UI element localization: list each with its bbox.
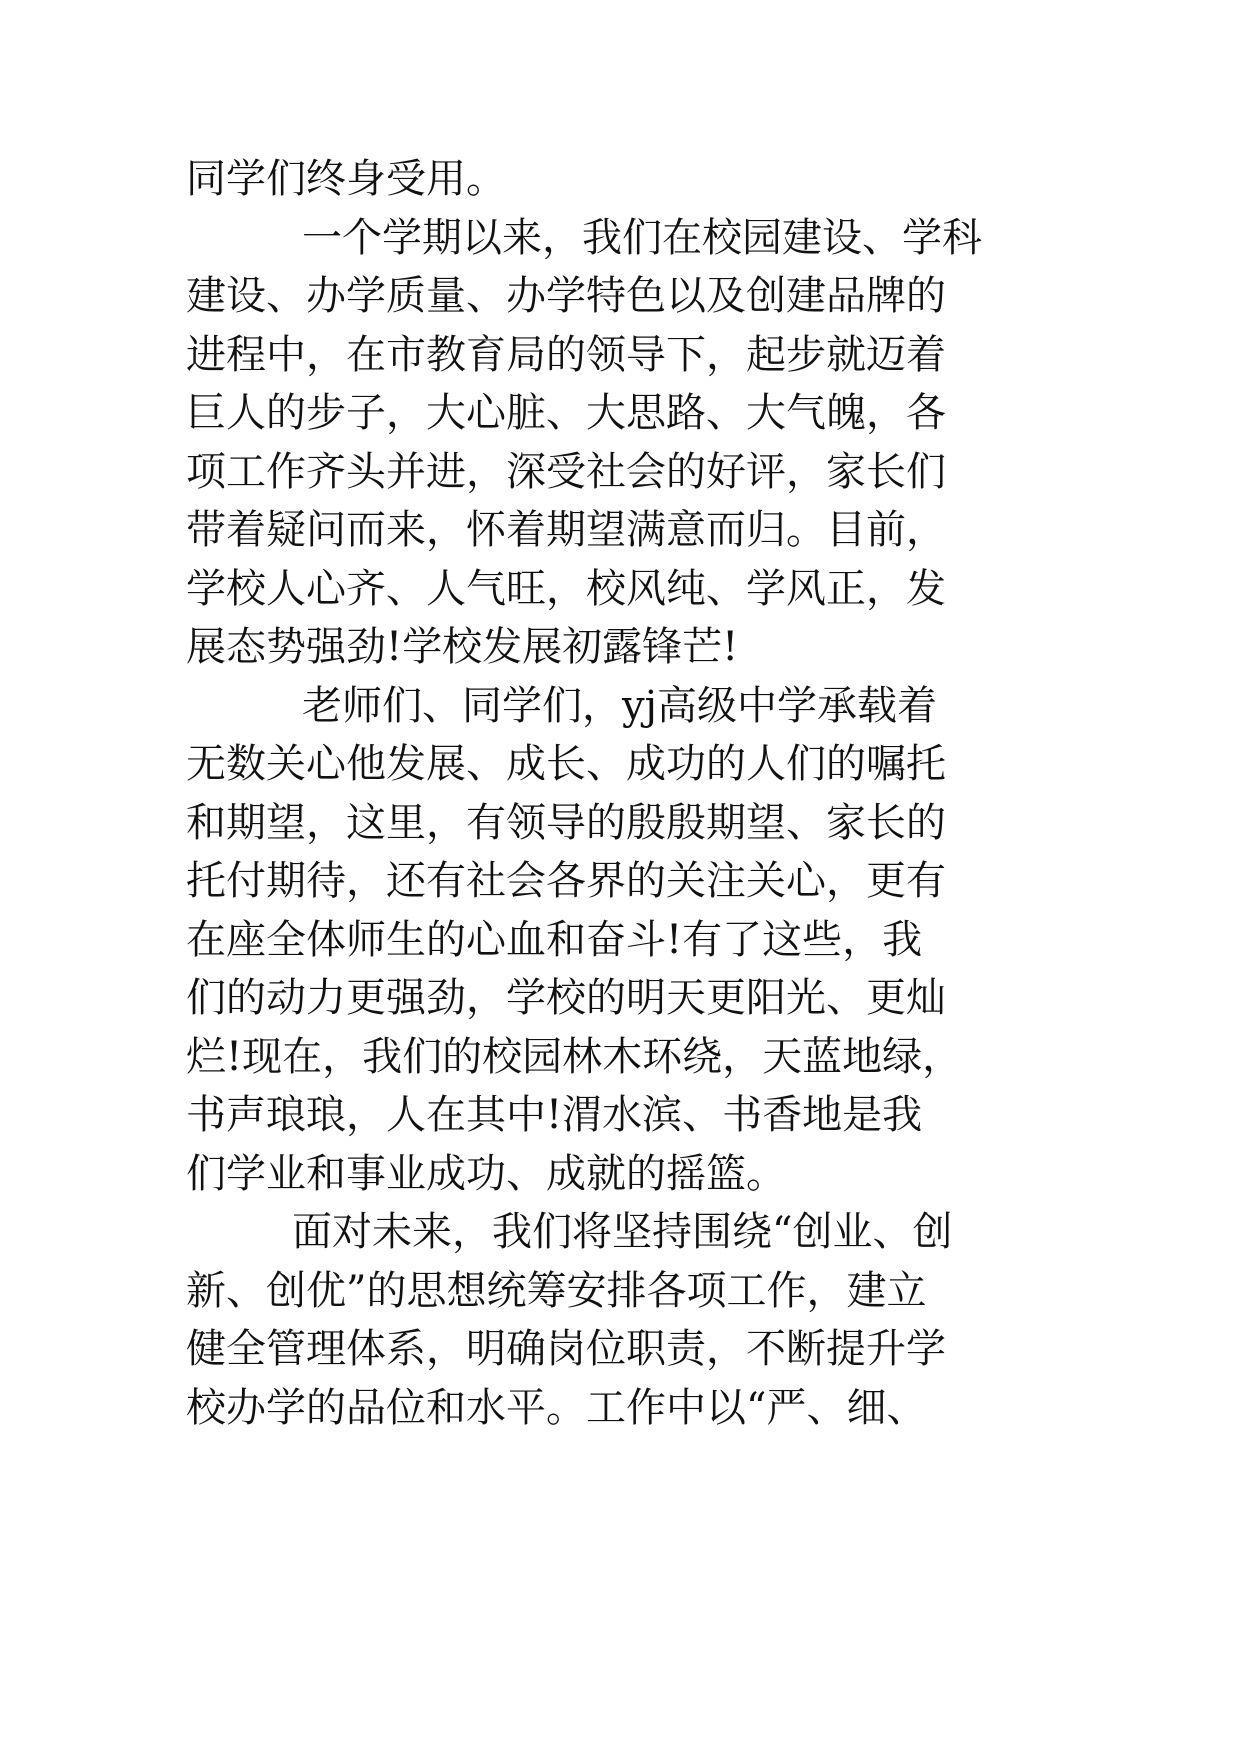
text-line: 托付期待，还有社会各界的关注关心，更有 [186, 858, 946, 904]
text-line: 项工作齐头并进，深受社会的好评，家长们 [186, 448, 946, 495]
text-line: 老师们、同学们，yj高级中学承载着 [302, 682, 937, 729]
text-line: 无数关心他发展、成长、成功的人们的嘱托 [186, 741, 946, 787]
text-line: 烂!现在，我们的校园林木环绕，天蓝地绿， [186, 1033, 963, 1080]
text-line: 健全管理体系，明确岗位职责，不断提升学 [186, 1326, 946, 1372]
text-line: 展态势强劲!学校发展初露锋芒! [186, 624, 739, 670]
text-line: 校办学的品位和水平。工作中以“严、细、 [186, 1384, 927, 1431]
body-text [186, 150, 1086, 1437]
text-line: 建设、办学质量、办学特色以及创建品牌的 [186, 273, 946, 319]
text-line: 带着疑问而来，怀着期望满意而归。目前， [186, 507, 946, 553]
text-line: 面对未来，我们将坚持围绕“创业、创 [292, 1209, 953, 1255]
text-line: 学校人心齐、人气旺，校风纯、学风正，发 [186, 565, 946, 612]
text-line: 和期望，这里，有领导的殷殷期望、家长的 [186, 799, 946, 846]
text-line: 们的动力更强劲，学校的明天更阳光、更灿 [186, 975, 946, 1021]
text-line: 同学们终身受用。 [186, 156, 506, 202]
text-line: 进程中，在市教育局的领导下，起步就迈着 [186, 331, 946, 378]
text-line: 书声琅琅，人在其中!渭水滨、书香地是我 [186, 1092, 923, 1138]
text-line: 们学业和事业成功、成就的摇篮。 [186, 1150, 786, 1197]
text-line: 一个学期以来，我们在校园建设、学科 [302, 214, 982, 261]
text-line: 新、创优”的思想统筹安排各项工作，建立 [186, 1267, 927, 1314]
text-line: 在座全体师生的心血和奋斗!有了这些，我 [186, 916, 923, 963]
text-line: 巨人的步子，大心脏、大思路、大气魄，各 [186, 390, 946, 436]
